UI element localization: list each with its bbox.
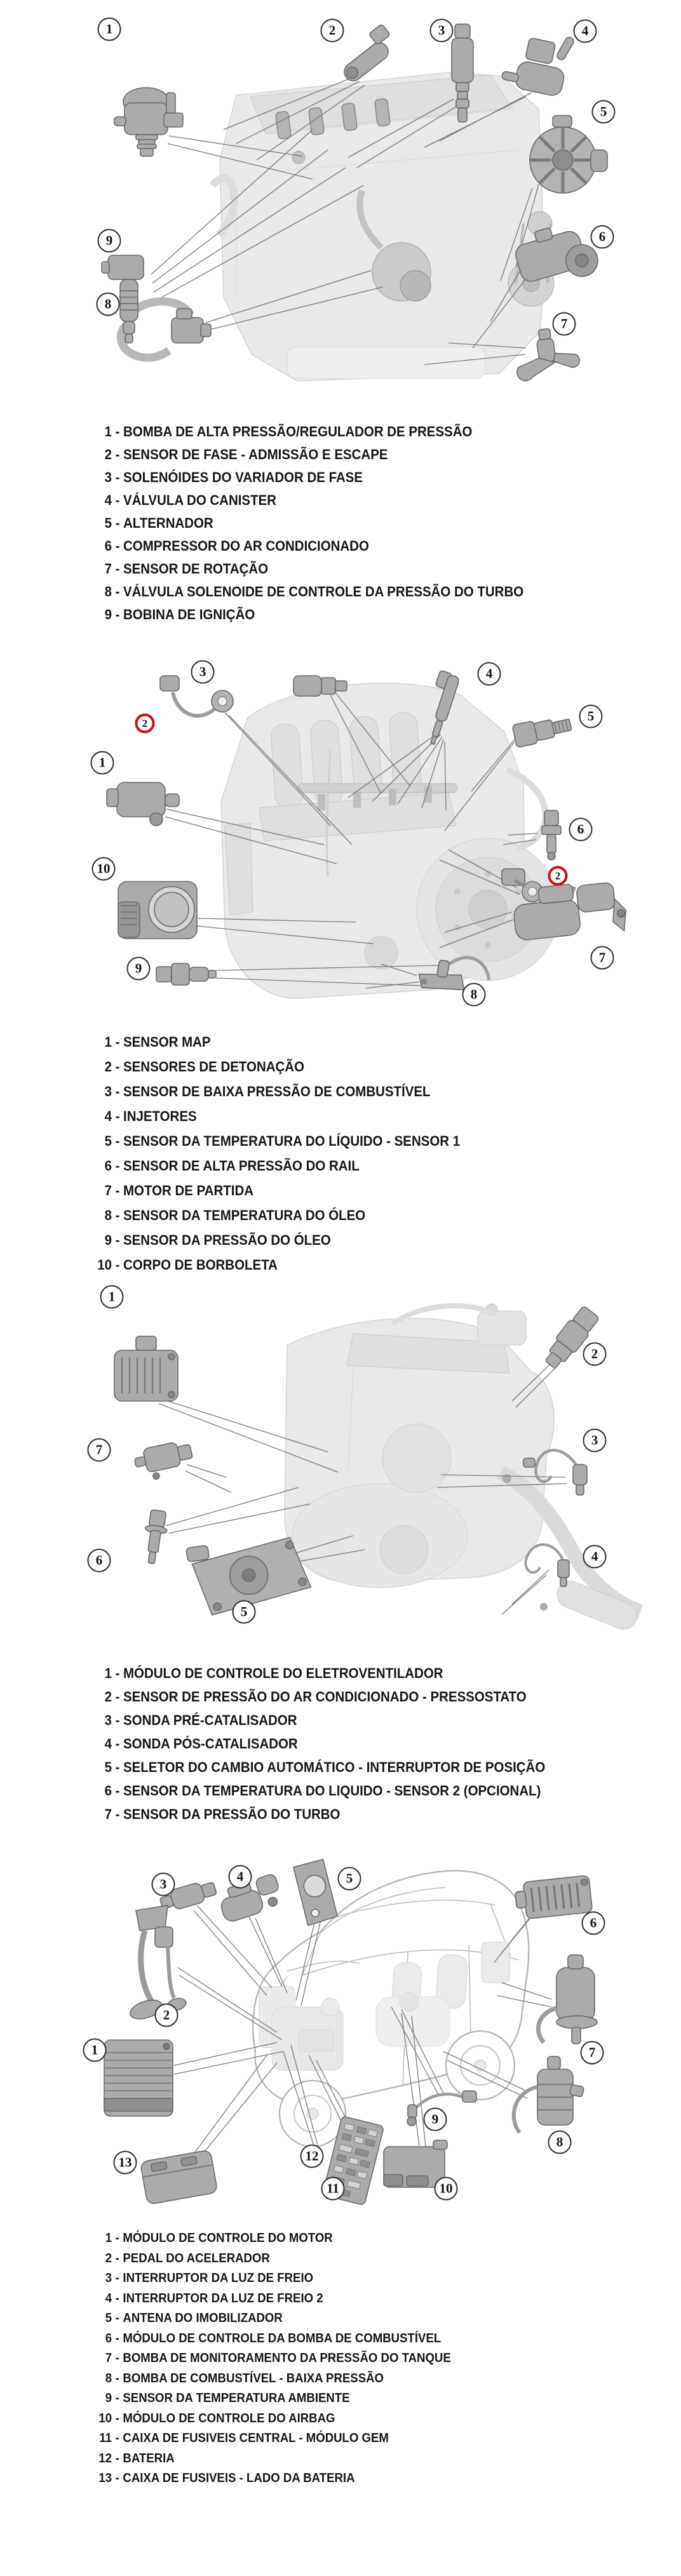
legend-item-label: INTERRUPTOR DA LUZ DE FREIO 2 <box>123 2291 323 2305</box>
legend-item-label: INTERRUPTOR DA LUZ DE FREIO <box>123 2271 314 2286</box>
legend-item-dash: - <box>115 1157 120 1174</box>
legend-item-number: 5 <box>104 515 112 531</box>
callout-9: 9 <box>127 957 151 981</box>
legend-item-number: 6 <box>104 538 112 554</box>
legend-item-dash: - <box>115 2431 119 2446</box>
legend-item-dash: - <box>115 1033 120 1050</box>
legend-item-dash: - <box>115 1712 120 1728</box>
callout-1: 1 <box>83 2039 107 2062</box>
legend-item-number: 2 <box>104 446 112 462</box>
legend-item-label: SENSOR DE FASE - ADMISSÃO E ESCAPE <box>123 446 388 462</box>
legend-item-6 <box>95 2329 451 2349</box>
legend-item-label: SENSOR DA TEMPERATURA DO LIQUIDO - SENSOR 2 (OPCIONAL) <box>123 1782 541 1799</box>
legend-item-number: 4 <box>104 492 112 508</box>
legend-item-label: MÓDULO DE CONTROLE DO MOTOR <box>123 2231 333 2246</box>
legend-item-number: 5 <box>105 2311 112 2326</box>
legend-item-dash: - <box>115 2291 119 2305</box>
callout-4: 4 <box>229 1865 252 1889</box>
legend-item-number: 8 <box>104 584 112 600</box>
legend-item-dash: - <box>115 538 120 554</box>
diagram-vehicle-modules <box>0 1842 681 2210</box>
legend-item-label: SOLENÓIDES DO VARIADOR DE FASE <box>123 469 363 485</box>
legend-item-3 <box>95 466 523 489</box>
legend-item-number: 10 <box>98 2411 112 2425</box>
legend-item-number: 2 <box>105 2251 112 2265</box>
legend-item-number: 7 <box>104 561 112 577</box>
callout-1: 1 <box>98 18 121 41</box>
legend-item-9 <box>95 2389 451 2409</box>
diagram-engine-sensors <box>0 635 681 1016</box>
legend-item-number: 6 <box>104 1782 112 1799</box>
callout-2-highlighted: 2 <box>548 866 568 886</box>
legend-item-5 <box>95 512 523 535</box>
legend-item-13 <box>95 2469 451 2489</box>
legend-item-2 <box>95 1685 545 1708</box>
callout-10: 10 <box>92 857 116 881</box>
legend-item-dash: - <box>115 607 120 622</box>
legend-item-10 <box>95 2409 451 2429</box>
legend-item-number: 5 <box>104 1132 112 1149</box>
legend-vehicle-modules <box>95 2229 478 2489</box>
legend-item-4 <box>95 1104 460 1129</box>
legend-item-label: INJETORES <box>123 1108 197 1124</box>
legend-item-label: SENSOR DA TEMPERATURA DO LÍQUIDO - SENSOR 1 <box>123 1132 461 1149</box>
legend-item-dash: - <box>115 1688 120 1705</box>
legend-item-number: 1 <box>105 2231 112 2246</box>
legend-item-7 <box>95 558 523 580</box>
legend-item-3 <box>95 1079 460 1104</box>
legend-item-2 <box>95 443 523 466</box>
legend-item-number: 2 <box>104 1688 112 1705</box>
legend-item-7 <box>95 1802 545 1826</box>
legend-item-label: SELETOR DO CAMBIO AUTOMÁTICO - INTERRUPTOR DE POSIÇÃO <box>123 1759 546 1775</box>
legend-item-number: 7 <box>105 2351 112 2366</box>
legend-item-8 <box>95 2369 451 2389</box>
legend-item-dash: - <box>115 515 120 531</box>
legend-item-1 <box>95 2229 451 2249</box>
legend-item-label: SENSOR DA PRESSÃO DO TURBO <box>123 1806 340 1822</box>
legend-item-label: CAIXA DE FUSIVEIS CENTRAL - MÓDULO GEM <box>123 2431 389 2446</box>
legend-item-label: CAIXA DE FUSIVEIS - LADO DA BATERIA <box>123 2471 355 2486</box>
callout-2: 2 <box>321 19 344 43</box>
legend-item-label: SENSOR DA PRESSÃO DO ÓLEO <box>123 1231 331 1248</box>
callout-3: 3 <box>152 1873 175 1896</box>
legend-item-dash: - <box>115 2251 119 2265</box>
legend-item-label: PEDAL DO ACELERADOR <box>123 2251 270 2265</box>
legend-item-number: 13 <box>98 2471 112 2486</box>
callout-5: 5 <box>579 705 603 728</box>
legend-item-dash: - <box>115 1256 120 1273</box>
legend-item-number: 4 <box>104 1108 112 1124</box>
legend-engine-sensors <box>95 1030 487 1277</box>
legend-item-dash: - <box>115 2451 119 2465</box>
legend-item-dash: - <box>115 2311 119 2326</box>
legend-item-4 <box>95 1732 545 1755</box>
legend-item-number: 3 <box>105 2271 112 2286</box>
callout-2: 2 <box>155 2004 179 2027</box>
legend-item-label: SENSOR DA TEMPERATURA DO ÓLEO <box>123 1207 366 1223</box>
legend-item-3 <box>95 2269 451 2289</box>
legend-item-4 <box>95 489 523 512</box>
legend-item-label: CORPO DE BORBOLETA <box>123 1256 278 1273</box>
legend-item-3 <box>95 1708 545 1732</box>
legend-item-number: 3 <box>104 1083 112 1099</box>
legend-item-dash: - <box>115 2471 119 2486</box>
legend-item-2 <box>95 2249 451 2269</box>
legend-item-number: 1 <box>104 424 112 439</box>
legend-item-number: 9 <box>104 1231 112 1248</box>
callout-1: 1 <box>91 751 114 775</box>
legend-item-dash: - <box>115 2391 119 2406</box>
legend-item-dash: - <box>115 1058 120 1075</box>
legend-item-dash: - <box>115 1108 120 1124</box>
callout-6: 6 <box>569 818 593 842</box>
legend-item-number: 8 <box>105 2371 112 2385</box>
legend-item-dash: - <box>115 2351 119 2366</box>
callout-3: 3 <box>583 1429 607 1452</box>
legend-item-number: 3 <box>104 1712 112 1728</box>
legend-item-6 <box>95 1779 545 1802</box>
legend-item-dash: - <box>115 1806 120 1822</box>
legend-item-dash: - <box>115 2331 119 2345</box>
legend-item-dash: - <box>115 1735 120 1752</box>
callout-9: 9 <box>98 229 121 253</box>
callout-7: 7 <box>581 2041 604 2065</box>
legend-item-number: 3 <box>104 469 112 485</box>
callout-7: 7 <box>591 946 614 970</box>
callout-7: 7 <box>88 1439 111 1462</box>
callout-1: 1 <box>100 1285 124 1309</box>
legend-item-7 <box>95 2349 451 2369</box>
callout-3: 3 <box>191 661 215 684</box>
legend-item-5 <box>95 1129 460 1153</box>
callout-6: 6 <box>582 1912 605 1935</box>
callout-11: 11 <box>321 2177 345 2201</box>
legend-item-number: 7 <box>104 1806 112 1822</box>
legend-item-label: MÓDULO DE CONTROLE DO ELETROVENTILADOR <box>123 1665 443 1681</box>
legend-item-dash: - <box>115 1665 120 1681</box>
legend-item-1 <box>95 420 523 443</box>
legend-item-6 <box>95 535 523 558</box>
legend-item-label: BOMBA DE COMBUSTÍVEL - BAIXA PRESSÃO <box>123 2371 384 2385</box>
legend-item-dash: - <box>115 561 120 577</box>
callout-9: 9 <box>424 2108 447 2131</box>
legend-item-dash: - <box>115 2271 119 2286</box>
legend-item-label: BOBINA DE IGNIÇÃO <box>123 607 255 622</box>
callout-5: 5 <box>338 1867 361 1891</box>
legend-item-label: SONDA PÓS-CATALISADOR <box>123 1735 298 1752</box>
legend-item-8 <box>95 1203 460 1228</box>
legend-item-number: 5 <box>104 1759 112 1775</box>
callout-4: 4 <box>583 1545 607 1569</box>
diagram-engine-accessories <box>0 0 681 406</box>
legend-item-dash: - <box>115 1207 120 1223</box>
callout-8: 8 <box>97 293 120 316</box>
legend-item-label: VÁLVULA SOLENOIDE DE CONTROLE DA PRESSÃO DO TURBO <box>123 584 524 600</box>
legend-item-label: COMPRESSOR DO AR CONDICIONADO <box>123 538 369 554</box>
legend-item-label: SENSORES DE DETONAÇÃO <box>123 1058 304 1075</box>
legend-item-dash: - <box>115 1182 120 1198</box>
legend-item-label: BATERIA <box>123 2451 175 2465</box>
legend-item-number: 8 <box>104 1207 112 1223</box>
legend-item-number: 9 <box>104 607 112 622</box>
callout-8: 8 <box>548 2131 572 2154</box>
callout-3: 3 <box>430 19 454 43</box>
legend-item-number: 4 <box>105 2291 112 2305</box>
legend-item-label: MÓDULO DE CONTROLE DA BOMBA DE COMBUSTÍVEL <box>123 2331 442 2345</box>
legend-item-number: 7 <box>104 1182 112 1198</box>
legend-item-2 <box>95 1054 460 1079</box>
legend-item-5 <box>95 2309 451 2329</box>
legend-item-12 <box>95 2449 451 2469</box>
legend-item-dash: - <box>115 1132 120 1149</box>
legend-item-11 <box>95 2429 451 2449</box>
legend-item-number: 9 <box>105 2391 112 2406</box>
callout-2-highlighted: 2 <box>135 714 155 734</box>
legend-item-dash: - <box>115 1231 120 1248</box>
legend-item-label: SONDA PRÉ-CATALISADOR <box>123 1712 297 1728</box>
legend-item-dash: - <box>115 1083 120 1099</box>
legend-item-label: ANTENA DO IMOBILIZADOR <box>123 2311 283 2326</box>
legend-item-9 <box>95 1228 460 1252</box>
legend-item-number: 4 <box>104 1735 112 1752</box>
legend-item-label: SENSOR DE ALTA PRESSÃO DO RAIL <box>123 1157 360 1174</box>
legend-item-number: 10 <box>97 1256 112 1273</box>
callout-12: 12 <box>300 2145 324 2168</box>
legend-item-6 <box>95 1153 460 1178</box>
legend-item-dash: - <box>115 2411 119 2425</box>
callout-4: 4 <box>478 662 501 686</box>
callout-6: 6 <box>88 1549 111 1573</box>
legend-item-dash: - <box>115 1782 120 1799</box>
legend-item-dash: - <box>115 446 120 462</box>
legend-item-label: SENSOR DA TEMPERATURA AMBIENTE <box>123 2391 350 2406</box>
diagram-engine-exhaust <box>0 1283 681 1651</box>
legend-item-10 <box>95 1252 460 1277</box>
legend-item-label: SENSOR MAP <box>123 1033 211 1050</box>
legend-item-1 <box>95 1661 545 1685</box>
legend-item-label: ALTERNADOR <box>123 515 213 531</box>
callout-5: 5 <box>592 100 616 124</box>
legend-item-number: 11 <box>99 2431 112 2446</box>
callout-6: 6 <box>591 225 614 249</box>
callout-4: 4 <box>574 20 597 43</box>
legend-item-label: VÁLVULA DO CANISTER <box>123 492 277 508</box>
legend-item-dash: - <box>115 469 120 485</box>
legend-engine-exhaust <box>95 1661 579 1826</box>
legend-item-dash: - <box>115 584 120 600</box>
callout-8: 8 <box>462 983 486 1007</box>
legend-item-dash: - <box>115 424 120 439</box>
legend-item-label: MOTOR DE PARTIDA <box>123 1182 254 1198</box>
legend-item-number: 6 <box>105 2331 112 2345</box>
legend-item-number: 12 <box>98 2451 112 2465</box>
legend-item-8 <box>95 580 523 603</box>
legend-item-number: 2 <box>104 1058 112 1075</box>
legend-item-dash: - <box>115 2231 119 2246</box>
legend-item-4 <box>95 2289 451 2309</box>
legend-item-label: MÓDULO DE CONTROLE DO AIRBAG <box>123 2411 335 2425</box>
legend-item-number: 1 <box>104 1033 112 1050</box>
legend-item-dash: - <box>115 492 120 508</box>
callout-10: 10 <box>435 2177 458 2201</box>
legend-item-dash: - <box>115 1759 120 1775</box>
legend-item-label: BOMBA DE MONITORAMENTO DA PRESSÃO DO TANQUE <box>123 2351 451 2366</box>
legend-engine-accessories <box>95 420 556 626</box>
legend-item-number: 6 <box>104 1157 112 1174</box>
legend-item-9 <box>95 603 523 626</box>
legend-item-dash: - <box>115 2371 119 2385</box>
legend-item-1 <box>95 1030 460 1054</box>
callout-5: 5 <box>233 1600 256 1624</box>
callout-2: 2 <box>583 1343 607 1366</box>
legend-item-number: 1 <box>104 1665 112 1681</box>
legend-item-label: BOMBA DE ALTA PRESSÃO/REGULADOR DE PRESSÃO <box>123 424 473 439</box>
legend-item-label: SENSOR DE BAIXA PRESSÃO DE COMBUSTÍVEL <box>123 1083 431 1099</box>
legend-item-7 <box>95 1178 460 1203</box>
legend-item-label: SENSOR DE PRESSÃO DO AR CONDICIONADO - PRESSOSTATO <box>123 1688 527 1705</box>
legend-item-5 <box>95 1755 545 1779</box>
callout-13: 13 <box>114 2151 137 2175</box>
legend-item-label: SENSOR DE ROTAÇÃO <box>123 561 269 577</box>
callout-7: 7 <box>553 312 576 336</box>
